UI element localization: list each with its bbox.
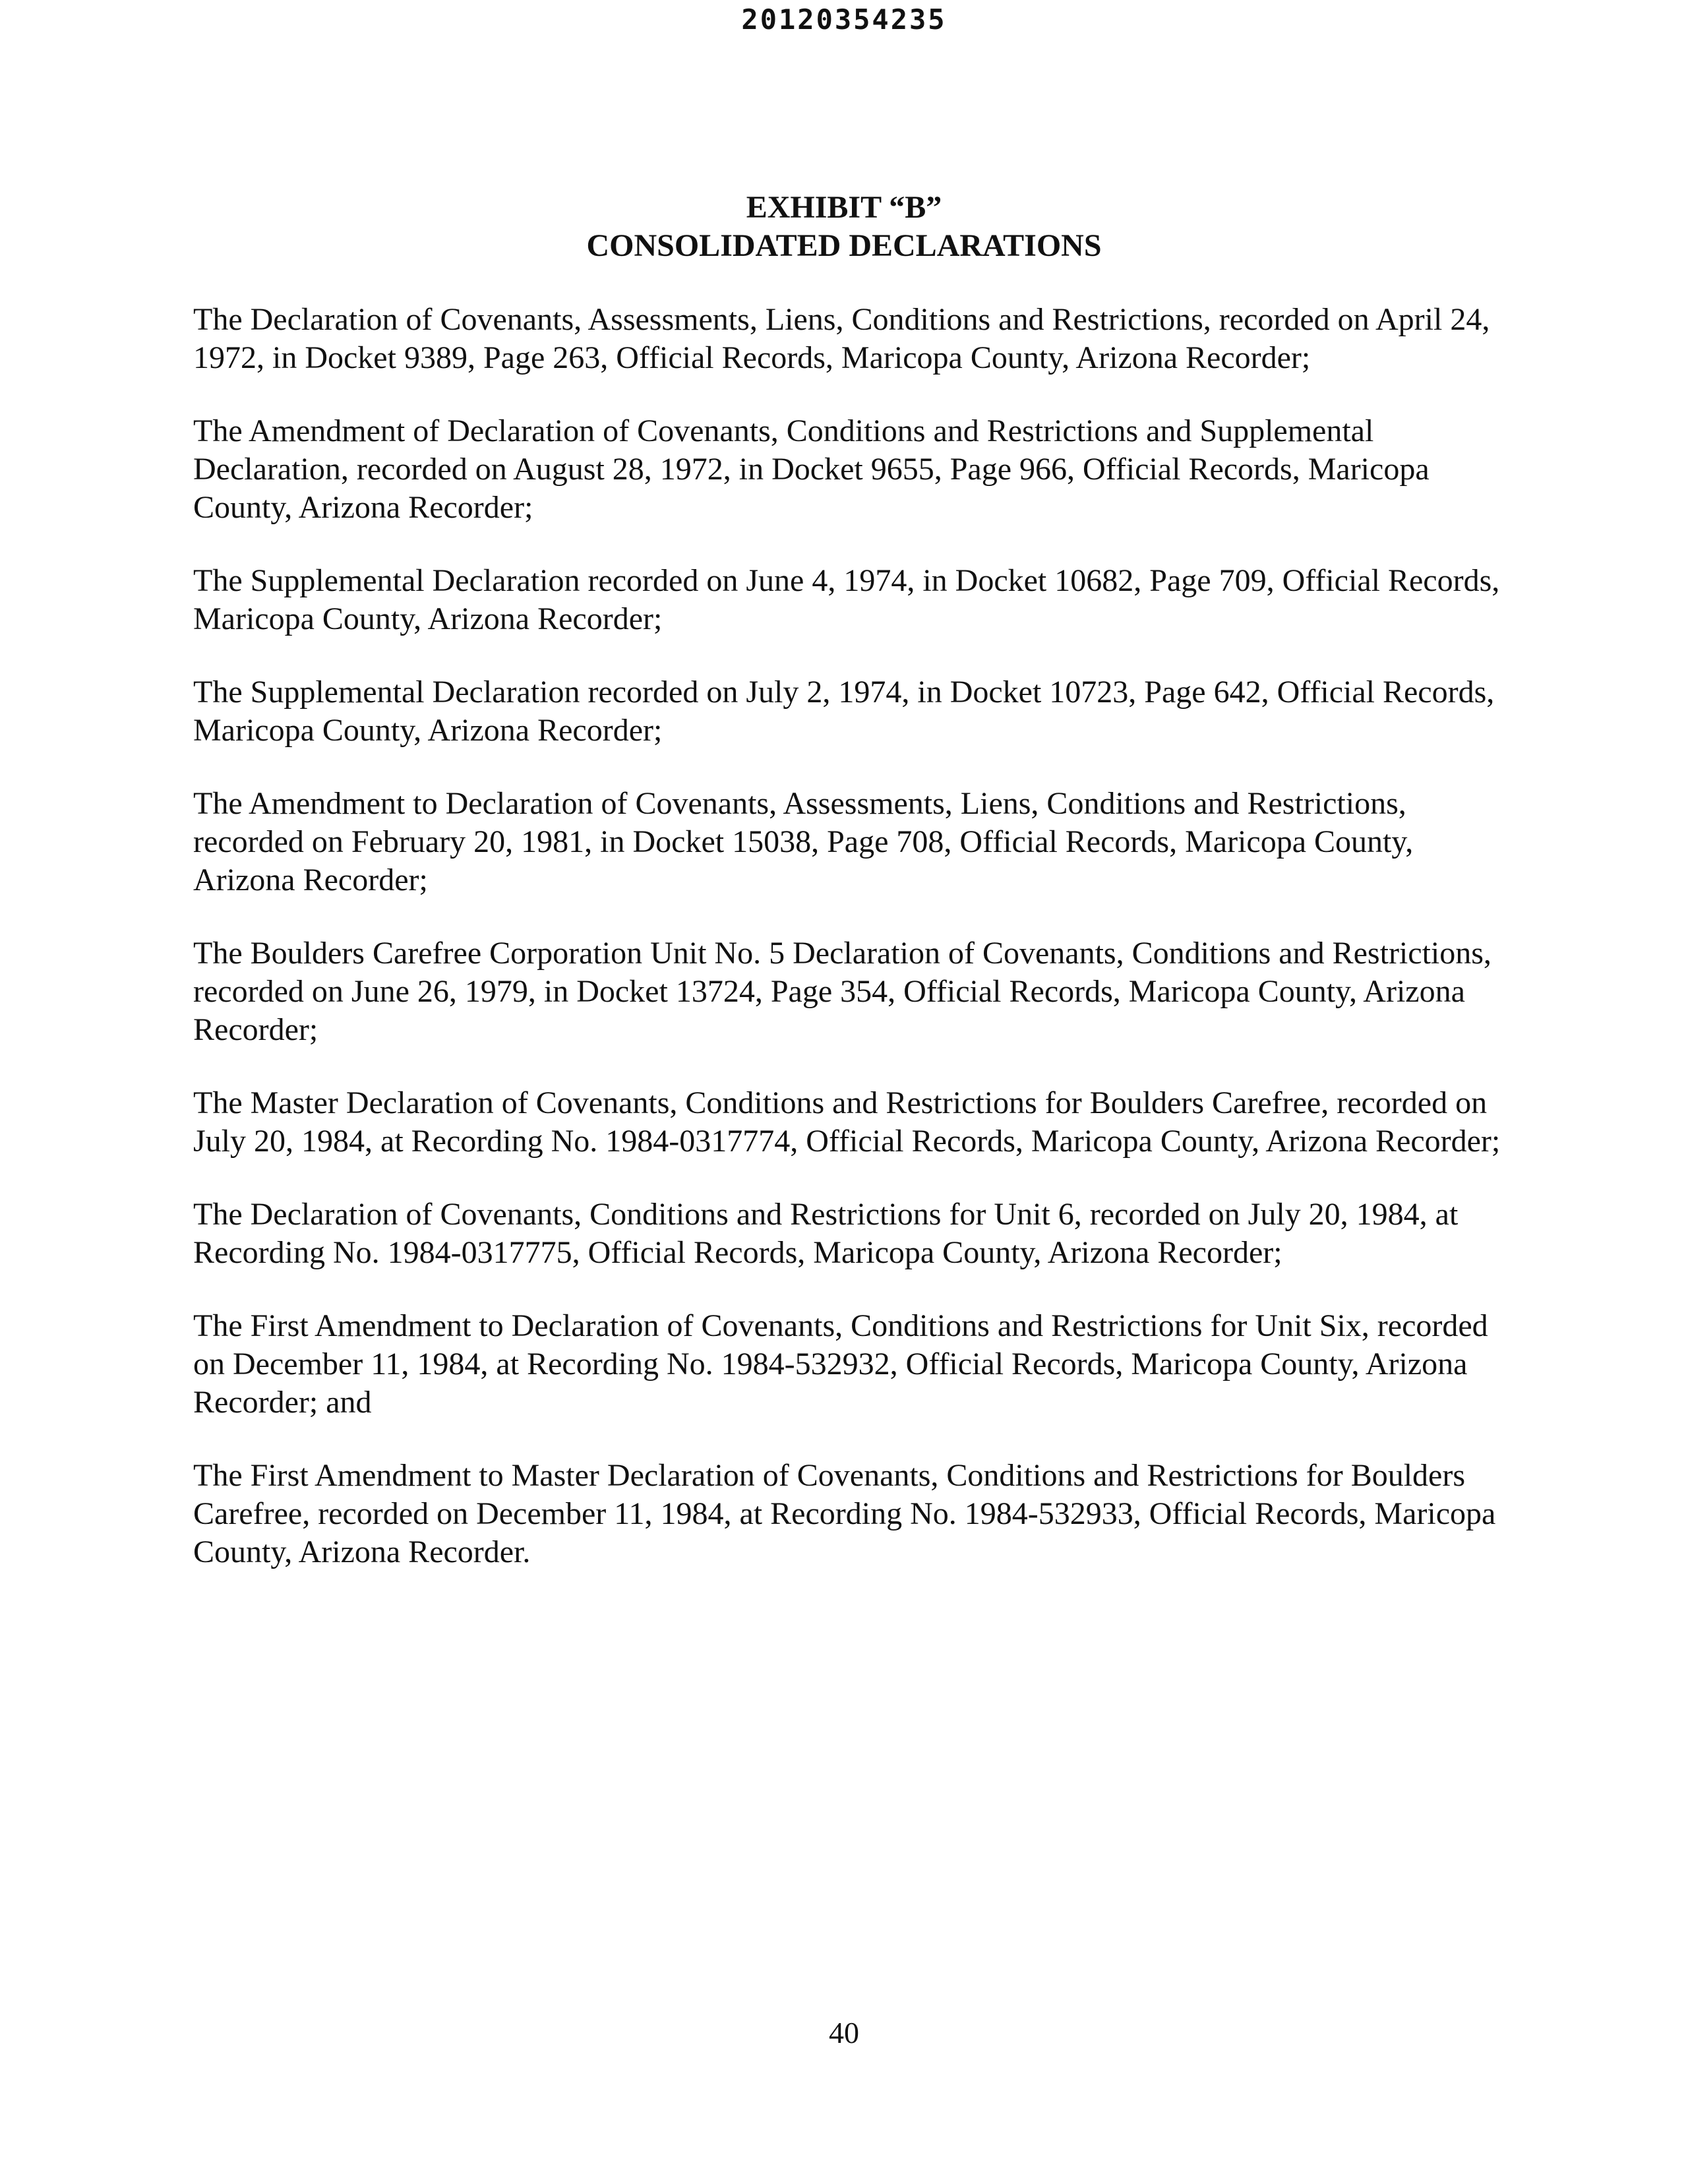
exhibit-heading (0, 189, 1688, 265)
exhibit-subtitle: CONSOLIDATED DECLARATIONS (586, 228, 1102, 263)
declaration-paragraph: The Supplemental Declaration recorded on July 2, 1974, in Docket 10723, Page 642, Official Records, Maricopa County, Arizona Recorder; (193, 675, 1495, 748)
declaration-paragraph: The Amendment to Declaration of Covenants, Assessments, Liens, Conditions and Restrictions, recorded on February 20, 1981, in Docket 15038, Page 708, Official Records, Maricopa County, Arizona Recorder; (193, 786, 1414, 897)
declaration-paragraph: The First Amendment to Declaration of Covenants, Conditions and Restrictions for Unit Six, recorded on December 11, 1984, at Recording No. 1984-532932, Official Records, Maricopa County, Arizona Recorder; and (193, 1308, 1488, 1420)
declaration-paragraph: The Supplemental Declaration recorded on June 4, 1974, in Docket 10682, Page 709, Official Records, Maricopa County, Arizona Recorder; (193, 563, 1500, 636)
page-number: 40 (829, 2016, 859, 2049)
declarations-list (193, 301, 1505, 1606)
document-number: 20120354235 (741, 3, 947, 36)
declaration-paragraph: The First Amendment to Master Declaration of Covenants, Conditions and Restrictions for Boulders Carefree, recorded on December 11, 1984, at Recording No. 1984-532933, Official Records, Maricopa County, Arizona Recorder. (193, 1458, 1496, 1569)
declaration-paragraph: The Declaration of Covenants, Conditions and Restrictions for Unit 6, recorded on July 20, 1984, at Recording No. 1984-0317775, Official Records, Maricopa County, Arizona Recorder; (193, 1197, 1459, 1270)
declaration-paragraph: The Declaration of Covenants, Assessments, Liens, Conditions and Restrictions, recorded on April 24, 1972, in Docket 9389, Page 263, Official Records, Maricopa County, Arizona Recorder; (193, 302, 1490, 375)
declaration-paragraph: The Master Declaration of Covenants, Conditions and Restrictions for Boulders Carefree, recorded on July 20, 1984, at Recording No. 1984-0317774, Official Records, Maricopa County, Arizona Recorder; (193, 1085, 1501, 1159)
declaration-paragraph: The Boulders Carefree Corporation Unit No. 5 Declaration of Covenants, Conditions and Restrictions, recorded on June 26, 1979, in Docket 13724, Page 354, Official Records, Maricopa County, Arizona Recorder; (193, 936, 1492, 1047)
declaration-paragraph: The Amendment of Declaration of Covenants, Conditions and Restrictions and Supplemental Declaration, recorded on August 28, 1972, in Docket 9655, Page 966, Official Records, Maricopa County, Arizona Recorder; (193, 413, 1430, 525)
exhibit-title: EXHIBIT “B” (746, 190, 942, 225)
